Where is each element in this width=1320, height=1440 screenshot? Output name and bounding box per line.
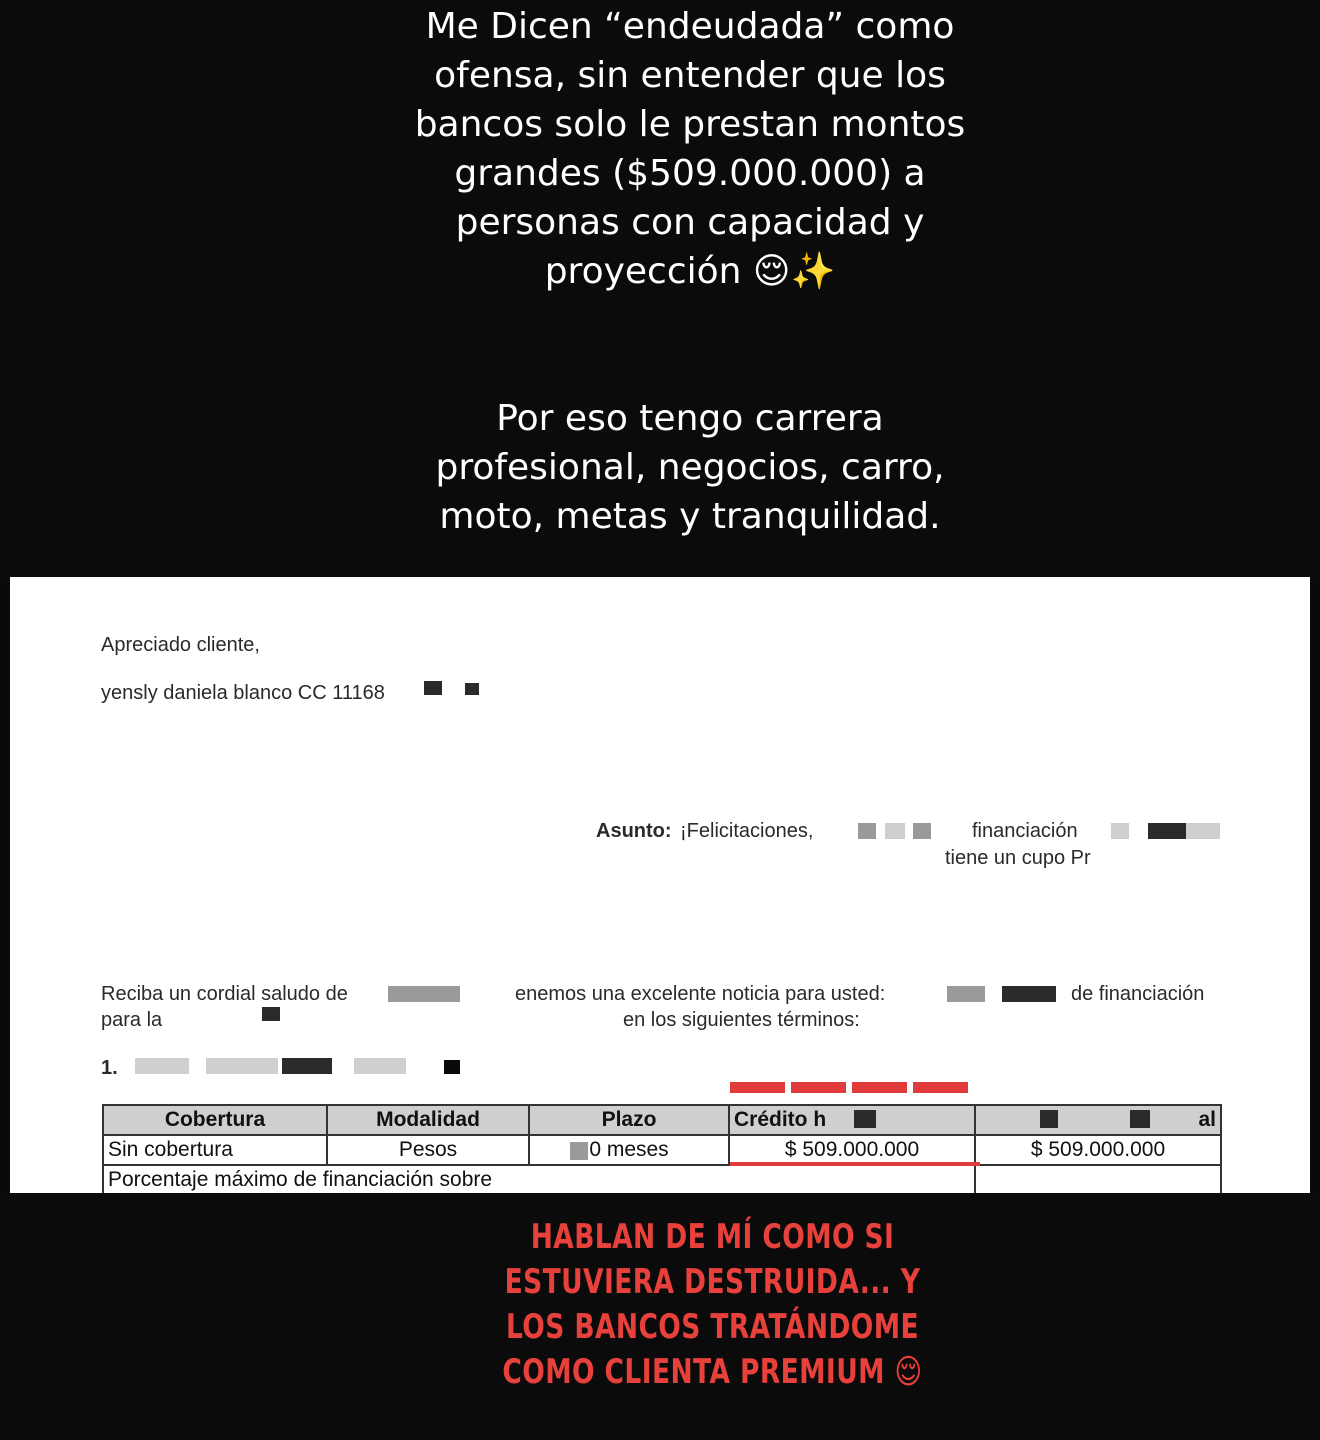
censor-block [1186,823,1220,839]
censor-block [206,1058,278,1074]
body-line-1a: Reciba un cordial saludo de [101,983,348,1005]
censor-block [388,986,460,1002]
censor-block [885,823,905,839]
client-line: yensly daniela blanco CC 11168 [101,682,385,704]
censor-block [1040,1110,1058,1128]
censor-block [1150,1110,1184,1128]
bottom-caption-text: HABLAN DE MÍ COMO SI ESTUVIERA DESTRUIDA... Y LOS BANCOS TRATÁNDOME COMO CLIENTA PREMIUM 😌 [502,1217,923,1392]
censor-block [858,823,876,839]
censor-block [876,1110,946,1128]
subject-fragment: financiación [972,820,1078,842]
subject-label: Asunto: [596,820,672,842]
red-dash-highlight [913,1082,968,1093]
censor-block [985,1110,1025,1128]
censor-block [354,1058,406,1074]
censor-block [1130,1110,1150,1128]
censor-block [1111,823,1129,839]
cell-credito-amount: $ 509.000.000 [729,1135,975,1165]
header-plazo: Plazo [529,1105,729,1135]
red-dash-highlight [791,1082,846,1093]
body-line-1b: enemos una excelente noticia para usted: [515,983,886,1005]
header-modalidad: Modalidad [327,1105,529,1135]
cell-cobertura: Sin cobertura [103,1135,327,1165]
header-total: al [975,1105,1221,1135]
body-line-2b: en los siguientes términos: [623,1009,860,1031]
greeting: Apreciado cliente, [101,634,260,656]
cell-modalidad: Pesos [327,1135,529,1165]
cell-plazo: 0 meses [529,1135,729,1165]
censor-block [465,683,479,695]
censor-block [947,986,985,1002]
subject-text: ¡Felicitaciones, [680,820,814,842]
caption-paragraph-1: Me Dicen “endeudada” como ofensa, sin entender que los bancos solo le prestan montos grandes ($509.000.000) a personas con capacidad y proyección 😌✨ [414,6,966,292]
red-dash-highlight [730,1082,785,1093]
censor-block [1002,986,1056,1002]
cell-porcentaje-value [975,1165,1221,1193]
table-row [103,1165,1221,1193]
censor-block [854,1110,876,1128]
top-caption [0,0,1320,577]
subject-line-2: tiene un cupo Pr [945,847,1091,869]
caption-paragraph-2: Por eso tengo carrera profesional, negocios, carro, moto, metas y tranquilidad. [435,398,945,537]
body-line-1c: de financiación [1071,983,1205,1005]
section-number: 1. [101,1057,118,1079]
header-cobertura: Cobertura [103,1105,327,1135]
cell-total-amount: $ 509.000.000 [975,1135,1221,1165]
censor-block [1148,823,1186,839]
red-dash-highlight [852,1082,907,1093]
cell-porcentaje-label: Porcentaje máximo de financiación sobre [103,1165,975,1193]
censor-block [135,1058,189,1074]
censor-block [444,1060,460,1074]
censor-block [1058,1110,1130,1128]
censor-block [262,1007,280,1021]
body-line-2a: para la [101,1009,163,1031]
header-credito: Crédito h [729,1105,975,1135]
bottom-caption [0,1193,1320,1440]
censor-block [913,823,931,839]
bank-letter-document [10,577,1310,1193]
censor-block [282,1058,332,1074]
censor-block [570,1142,588,1160]
red-underline-highlight [730,1162,980,1166]
table-row [103,1135,1221,1165]
censor-block [424,681,442,695]
